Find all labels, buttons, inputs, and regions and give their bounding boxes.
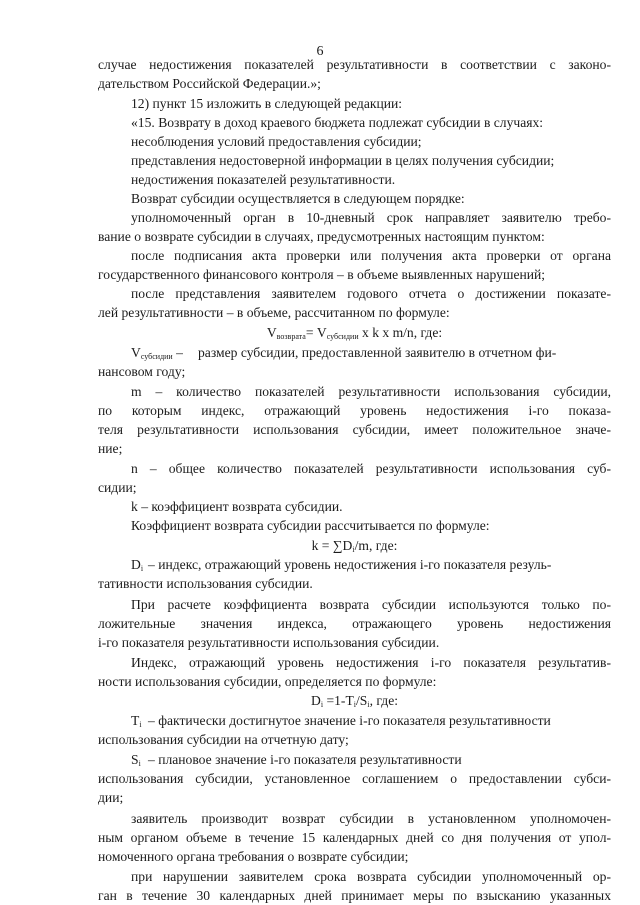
subscript-i: i — [320, 700, 324, 709]
spacer — [138, 752, 155, 768]
formula-k-lead: k = ∑D — [311, 538, 353, 553]
text-line: ние; — [98, 441, 123, 456]
subscript-i: i — [352, 545, 355, 554]
text-line: вание о возврате субсидии в случаях, предусмотренных настоящим пунктом: — [98, 229, 545, 244]
text-line: ложительные значения индекса, отражающего уровень недостижения — [98, 616, 611, 631]
formula-v-return — [98, 324, 611, 341]
subscript-i: i — [139, 720, 142, 729]
text-line: размер субсидии, предоставленной заявителю в отчетном фи- — [198, 345, 557, 360]
def-di — [131, 556, 143, 573]
text-line: использования субсидии на отчетную дату; — [98, 732, 349, 747]
text-line: Коэффициент возврата субсидии рассчитывается по формуле: — [131, 518, 490, 533]
text-line: представления недостоверной информации в целях получения субсидии; — [131, 153, 555, 168]
symbol-d: D — [311, 693, 321, 708]
text-line: «15. Возврату в доход краевого бюджета подлежат субсидии в случаях: — [131, 115, 544, 130]
text-line: номоченного органа требования о возврате субсидии; — [98, 849, 409, 864]
text-line: При расчете коэффициента возврата субсидии используются только по- — [131, 597, 611, 612]
subscript-i: i — [353, 700, 356, 709]
text-line: заявитель производит возврат субсидии в установленном уполномочен- — [131, 811, 611, 826]
symbol-v: V — [266, 325, 277, 340]
text-line: уполномоченный орган в 10-дневный срок направляет заявителю требо- — [131, 210, 611, 225]
text-line: m – количество показателей результативности использования субсидии, — [131, 384, 611, 399]
text-line: Возврат субсидии осуществляется в следующем порядке: — [131, 191, 465, 206]
text-line: дательством Российской Федерации.»; — [98, 76, 321, 91]
text-line: – фактически достигнутое значение i-го показателя результативности — [148, 713, 551, 728]
text-line: ган в течение 30 календарных дней принимает меры по взысканию указанных — [98, 888, 611, 903]
subscript-subsidii: субсидии — [326, 332, 359, 341]
formula-d — [98, 692, 611, 709]
formula-rest: x k x m/n, где: — [358, 325, 443, 340]
text-line: недостижения показателей результативности. — [131, 172, 396, 187]
subscript-subsidii: субсидии — [140, 352, 173, 361]
text-line: k – коэффициент возврата субсидии. — [131, 499, 343, 514]
text-line: случае недостижения показателей результативности в соответствии с законо- — [98, 57, 611, 72]
subscript-i: i — [367, 700, 370, 709]
formula-rest: /m, где: — [354, 538, 398, 553]
subscript-i: i — [140, 564, 144, 573]
subscript-vozvrata: возврата — [276, 332, 306, 341]
page-number: 6 — [316, 44, 324, 59]
formula-rest: , где: — [369, 693, 398, 708]
text-line: 12) пункт 15 изложить в следующей редакции: — [131, 96, 403, 111]
text-line: нансовом году; — [98, 364, 186, 379]
formula-slash: /S — [356, 693, 368, 708]
def-si — [131, 751, 154, 768]
text-line: i-го показателя результативности использования субсидии. — [98, 635, 440, 650]
text-line: после представления заявителем годового отчета о достижении показате- — [131, 286, 611, 301]
text-line: лей результативности – в объеме, рассчитанном по формуле: — [98, 305, 450, 320]
text-line: ным органом объеме в течение 15 календарных дней со дня получения от упол- — [98, 830, 611, 845]
def-v-subsidii — [131, 344, 183, 361]
text-line: сидии; — [98, 480, 137, 495]
symbol-d: D — [131, 557, 141, 572]
formula-eq: = V — [305, 325, 327, 340]
symbol-t: T — [131, 713, 140, 728]
text-line: Индекс, отражающий уровень недостижения i-го показателя результатив- — [131, 655, 611, 670]
text-line: тативности использования субсидии. — [98, 576, 313, 591]
text-line: дии; — [98, 790, 124, 805]
subscript-i: i — [138, 759, 141, 768]
text-line: ности использования субсидии, определяется по формуле: — [98, 674, 437, 689]
text-line: после подписания акта проверки или получения акта проверки от органа — [131, 248, 611, 263]
text-line: государственного финансового контроля – в объеме выявленных нарушений; — [98, 267, 546, 282]
text-line: использования субсидии, установленное соглашением о предоставлении субси- — [98, 771, 611, 786]
text-line: – плановое значение i-го показателя результативности — [148, 752, 462, 767]
dash: – — [172, 345, 183, 360]
symbol-v: V — [131, 345, 141, 360]
text-line: теля результативности использования субсидии, имеет положительное значе- — [98, 422, 611, 437]
text-line: при нарушении заявителем срока возврата субсидии уполномоченный ор- — [131, 869, 611, 884]
symbol-s: S — [131, 752, 139, 767]
text-line: несоблюдения условий предоставления субсидии; — [131, 134, 422, 149]
text-line: – индекс, отражающий уровень недостижения i-го показателя резуль- — [148, 557, 552, 572]
def-ti — [131, 712, 142, 729]
formula-k — [98, 537, 611, 554]
text-line: n – общее количество показателей результативности использования суб- — [131, 461, 611, 476]
formula-mid: =1-T — [323, 693, 354, 708]
text-line: по которым индекс, отражающий уровень недостижения i-го показа- — [98, 403, 611, 418]
